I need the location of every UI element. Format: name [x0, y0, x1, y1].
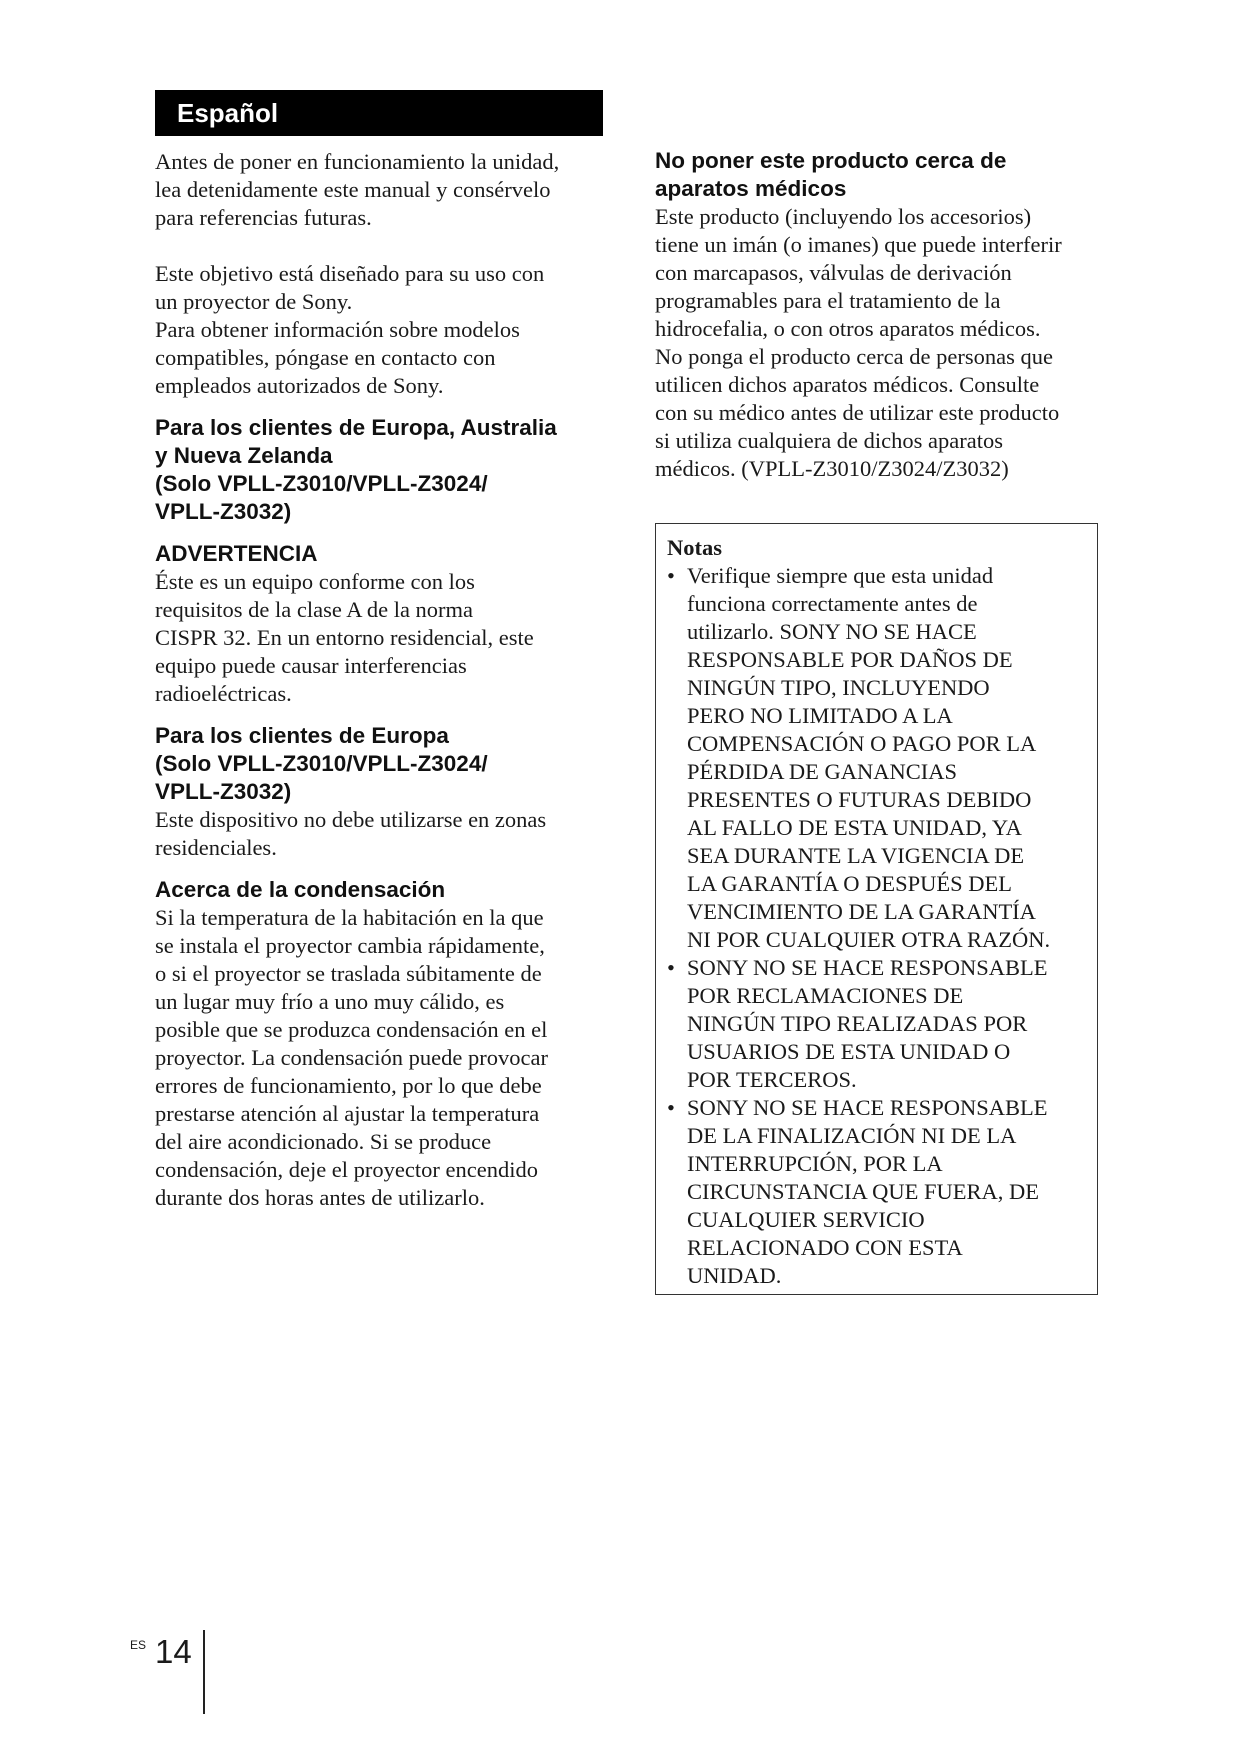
note-item [667, 1094, 1087, 1290]
text-line: NINGÚN TIPO REALIZADAS POR [687, 1011, 1028, 1036]
text-line: condensación, deje el proyector encendido [155, 1157, 538, 1182]
text-line: SONY NO SE HACE RESPONSABLE [687, 955, 1048, 980]
text-line: UNIDAD. [687, 1263, 782, 1288]
text-line: CISPR 32. En un entorno residencial, este [155, 625, 534, 650]
bullet: • [667, 955, 675, 980]
text-line: tiene un imán (o imanes) que puede interferir [655, 232, 1062, 257]
heading-line: No poner este producto cerca de [655, 148, 1007, 173]
text-line: SONY NO SE HACE RESPONSABLE [687, 1095, 1048, 1120]
page-divider [203, 1630, 205, 1714]
text-line: utilicen dichos aparatos médicos. Consulte [655, 372, 1040, 397]
condensation-paragraph [155, 904, 603, 1212]
heading-line: y Nueva Zelanda [155, 443, 333, 468]
text-line: DE LA FINALIZACIÓN NI DE LA [687, 1123, 1017, 1148]
heading-eu [155, 722, 603, 806]
heading-line: Para los clientes de Europa, Australia [155, 415, 557, 440]
text-line: Si la temperatura de la habitación en la que [155, 905, 544, 930]
text-line: Antes de poner en funcionamiento la unidad, [155, 149, 560, 174]
text-line: RESPONSABLE POR DAÑOS DE [687, 647, 1013, 672]
intro-paragraph-2 [155, 260, 603, 400]
eu-paragraph [155, 806, 603, 862]
text-line: errores de funcionamiento, por lo que debe [155, 1073, 542, 1098]
text-line: AL FALLO DE ESTA UNIDAD, YA [687, 815, 1022, 840]
heading-line: (Solo VPLL-Z3010/VPLL-Z3024/ [155, 471, 488, 496]
text-line: NI POR CUALQUIER OTRA RAZÓN. [687, 927, 1051, 952]
text-line: PRESENTES O FUTURAS DEBIDO [687, 787, 1032, 812]
text-line: utilizarlo. SONY NO SE HACE [687, 619, 977, 644]
text-line: del aire acondicionado. Si se produce [155, 1129, 492, 1154]
text-line: SEA DURANTE LA VIGENCIA DE [687, 843, 1025, 868]
text-line: POR RECLAMACIONES DE [687, 983, 964, 1008]
text-line: Este producto (incluyendo los accesorios) [655, 204, 1032, 229]
heading-line: VPLL-Z3032) [155, 499, 292, 524]
text-line: LA GARANTÍA O DESPUÉS DEL [687, 871, 1013, 896]
warning-paragraph [155, 568, 603, 708]
note-item [667, 954, 1087, 1094]
note-item [667, 562, 1087, 954]
heading-line: Para los clientes de Europa [155, 723, 449, 748]
text-line: equipo puede causar interferencias [155, 653, 467, 678]
heading-line: (Solo VPLL-Z3010/VPLL-Z3024/ [155, 751, 488, 776]
text-line: posible que se produzca condensación en el [155, 1017, 548, 1042]
heading-line: VPLL-Z3032) [155, 779, 292, 804]
heading-eu-au-nz [155, 414, 603, 526]
text-line: programables para el tratamiento de la [655, 288, 1001, 313]
text-line: POR TERCEROS. [687, 1067, 857, 1092]
text-line: USUARIOS DE ESTA UNIDAD O [687, 1039, 1011, 1064]
text-line: durante dos horas antes de utilizarlo. [155, 1185, 485, 1210]
language-tab: Español [155, 90, 603, 136]
page-number: 14 [155, 1633, 192, 1670]
text-line: Para obtener información sobre modelos [155, 317, 520, 342]
text-line: No ponga el producto cerca de personas que [655, 344, 1053, 369]
bullet: • [667, 1095, 675, 1120]
left-column [155, 90, 603, 1212]
text-line: PÉRDIDA DE GANANCIAS [687, 759, 958, 784]
text-line: o si el proyector se traslada súbitamente de [155, 961, 542, 986]
text-line: médicos. (VPLL-Z3010/Z3024/Z3032) [655, 456, 1009, 481]
text-line: con marcapasos, válvulas de derivación [655, 260, 1012, 285]
text-line: Éste es un equipo conforme con los [155, 569, 475, 594]
notes-title: Notas [667, 535, 722, 560]
text-line: si utiliza cualquiera de dichos aparatos [655, 428, 1003, 453]
text-line: INTERRUPCIÓN, POR LA [687, 1151, 943, 1176]
text-line: requisitos de la clase A de la norma [155, 597, 474, 622]
text-line: prestarse atención al ajustar la temperatura [155, 1101, 540, 1126]
text-line: CUALQUIER SERVICIO [687, 1207, 925, 1232]
text-line: funciona correctamente antes de [687, 591, 978, 616]
text-line: NINGÚN TIPO, INCLUYENDO [687, 675, 990, 700]
text-line: hidrocefalia, o con otros aparatos médicos. [655, 316, 1041, 341]
text-line: con su médico antes de utilizar este producto [655, 400, 1060, 425]
text-line: radioeléctricas. [155, 681, 292, 706]
text-line: compatibles, póngase en contacto con [155, 345, 496, 370]
text-line: Este objetivo está diseñado para su uso con [155, 261, 545, 286]
text-line: CIRCUNSTANCIA QUE FUERA, DE [687, 1179, 1039, 1204]
text-line: proyector. La condensación puede provocar [155, 1045, 548, 1070]
heading-warning: ADVERTENCIA [155, 541, 318, 566]
text-line: RELACIONADO CON ESTA [687, 1235, 963, 1260]
text-line: lea detenidamente este manual y consérvelo [155, 177, 551, 202]
text-line: residenciales. [155, 835, 277, 860]
heading-condensation: Acerca de la condensación [155, 877, 446, 902]
text-line: PERO NO LIMITADO A LA [687, 703, 953, 728]
intro-paragraph-1 [155, 148, 603, 232]
bullet: • [667, 563, 675, 588]
text-line: Verifique siempre que esta unidad [687, 563, 994, 588]
text-line: un lugar muy frío a uno muy cálido, es [155, 989, 505, 1014]
heading-line: aparatos médicos [655, 176, 847, 201]
heading-medical [655, 147, 1100, 203]
text-line: Este dispositivo no debe utilizarse en zonas [155, 807, 547, 832]
text-line: COMPENSACIÓN O PAGO POR LA [687, 731, 1037, 756]
text-line: para referencias futuras. [155, 205, 372, 230]
text-line: VENCIMIENTO DE LA GARANTÍA [687, 899, 1036, 924]
notes-box [655, 523, 1098, 1295]
text-line: empleados autorizados de Sony. [155, 373, 444, 398]
right-column [655, 147, 1100, 483]
page-language-code: ES [130, 1638, 147, 1652]
text-line: se instala el proyector cambia rápidamente, [155, 933, 545, 958]
text-line: un proyector de Sony. [155, 289, 353, 314]
medical-paragraph [655, 203, 1100, 483]
